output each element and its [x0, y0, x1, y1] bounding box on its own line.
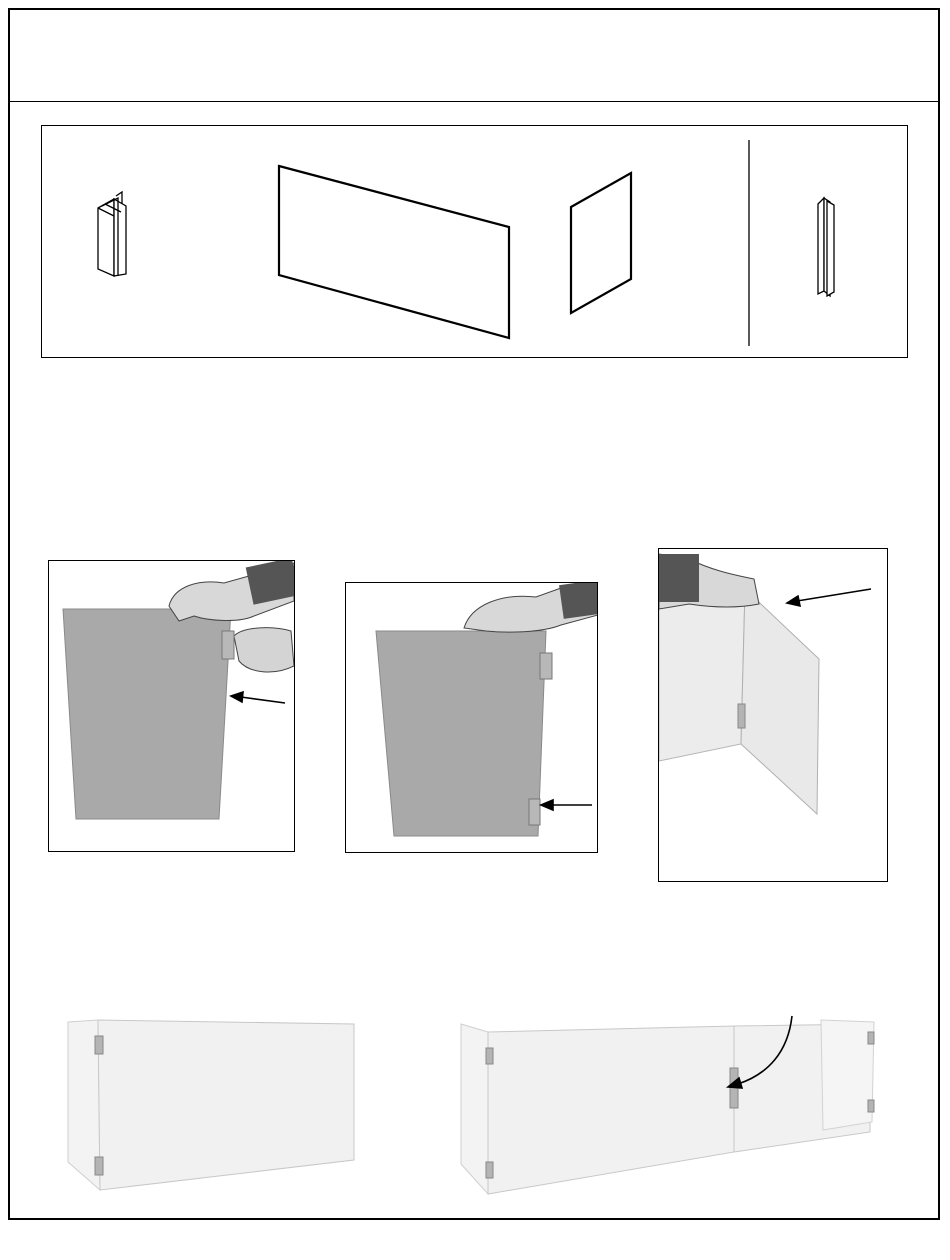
right-bottom-clip	[868, 1100, 874, 1112]
pointer-arrow	[231, 692, 285, 703]
left-side-glass	[461, 1024, 488, 1194]
joint-clip	[738, 704, 745, 728]
large-panel-icon	[279, 166, 509, 338]
left-bottom-clip	[486, 1162, 493, 1178]
top-clip	[540, 653, 552, 679]
assembly-single	[60, 1012, 380, 1200]
connector-clip-icon	[818, 198, 834, 296]
hand-icon	[464, 583, 598, 632]
corner-clip-icon	[98, 192, 126, 276]
corner-clip-photo	[222, 631, 234, 659]
parts-illustration	[42, 126, 909, 359]
front-glass-left	[488, 1026, 734, 1194]
bottom-clip	[95, 1157, 103, 1175]
parts-panel	[41, 125, 908, 358]
assembly-extended	[458, 1012, 883, 1202]
second-clip-photo	[346, 583, 598, 853]
right-top-clip	[868, 1032, 874, 1044]
right-side-glass	[821, 1020, 874, 1130]
pointer-arrow	[541, 800, 592, 810]
step-photo-join-panels	[658, 548, 888, 882]
bottom-clip	[529, 799, 540, 825]
acrylic-panel	[63, 609, 231, 819]
join-panels-photo	[659, 549, 888, 882]
header-band	[10, 10, 938, 102]
assembled-shield-single	[60, 1012, 380, 1200]
top-clip	[95, 1036, 103, 1054]
attach-clip-photo	[49, 561, 295, 852]
step-photo-second-clip	[345, 582, 598, 853]
side-panel-icon	[571, 173, 631, 313]
left-top-clip	[486, 1048, 493, 1064]
front-glass	[98, 1020, 354, 1190]
assembled-shield-extended	[458, 1012, 883, 1202]
step-photo-attach-clip	[48, 560, 295, 852]
right-panel	[741, 589, 819, 814]
acrylic-panel	[376, 631, 546, 836]
hand-icon	[659, 554, 759, 609]
pointer-arrow	[787, 589, 871, 606]
left-panel	[659, 589, 745, 761]
